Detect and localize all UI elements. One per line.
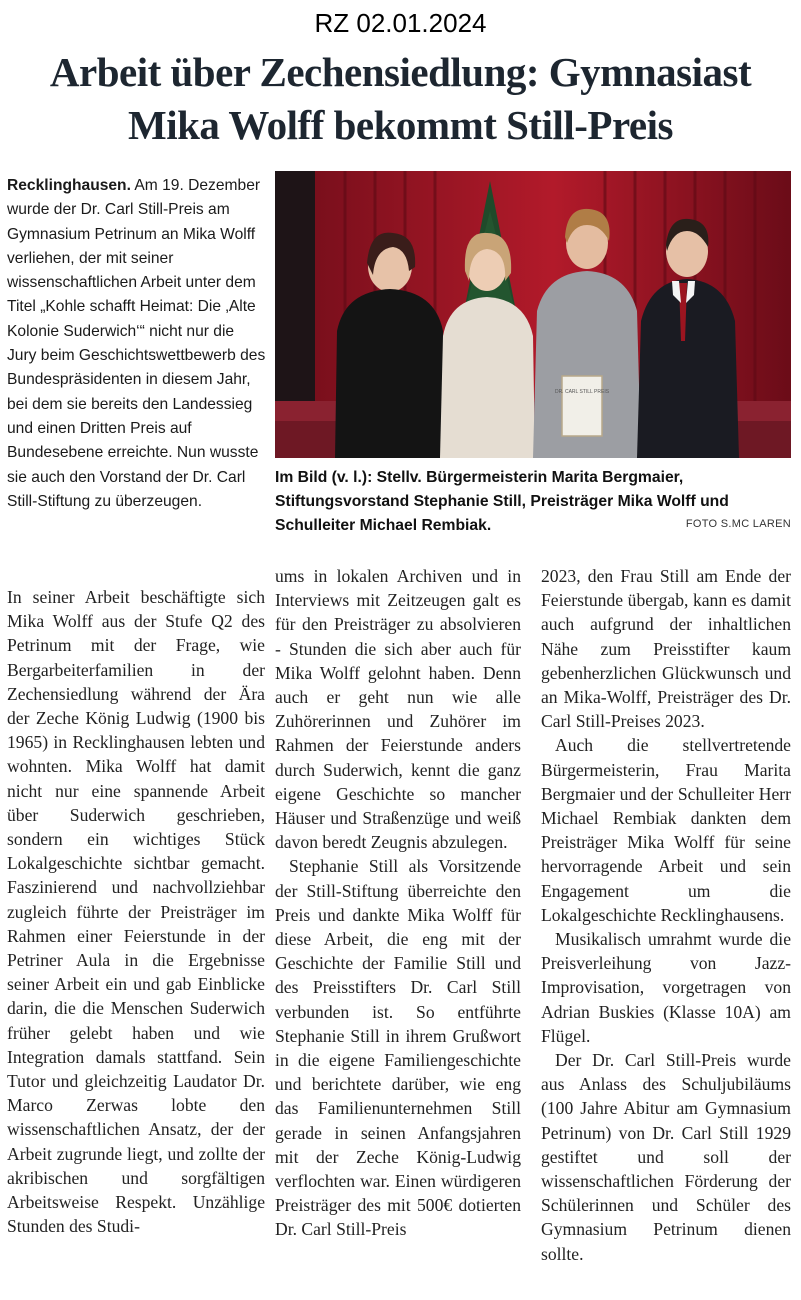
photo-caption: Im Bild (v. l.): Stellv. Bürgermeisterin Marita Bergmaier, Stiftungsvorstand Stephanie Still, Preisträger Mika Wolff und Schulleiter Michael Rembiak. bbox=[275, 469, 729, 534]
photo-credit: FOTO S.MC LAREN bbox=[685, 518, 791, 530]
headline-line-1: Arbeit über Zechensiedlung: Gymnasiast bbox=[49, 49, 752, 95]
certificate-heading: DR. CARL STILL PREIS bbox=[554, 389, 610, 395]
article-photo bbox=[275, 171, 791, 458]
headline-line-2: Mika Wolff bekommt Still-Preis bbox=[128, 102, 673, 148]
lead-place: Recklinghausen. bbox=[7, 177, 131, 194]
body-paragraph: Stephanie Still als Vorsitzende der Still-Stiftung überreichte den Preis und dankte Mika Wolff für diese Arbeit, die eng mit der Geschichte der Familie Still und des Preisstifters Dr. Carl Still verbunden ist. So entführte Stephanie Still in ihrem Grußwort in die eigene Familiengeschichte und berichtete darüber, wie eng das Familienunternehmen Still gerade in seinen Anfangsjahren mit der Zeche König-Ludwig verflochten war. Einen würdigeren Preisträger des mit 500€ dotierten Dr. Carl Still-Preis bbox=[275, 856, 521, 1240]
body-paragraph: Der Dr. Carl Still-Preis wurde aus Anlass des Schuljubiläums (100 Jahre Abitur am Gymnasium Petrinum) von Dr. Carl Still 1929 gestiftet und soll der wissenschaftlichen Förderung der Schülerinnen und Schüler des Gymnasium Petrinum dienen sollte. bbox=[541, 1050, 791, 1264]
headline bbox=[10, 46, 791, 152]
body-column-3 bbox=[541, 564, 791, 1266]
body-paragraph: Auch die stellvertretende Bürgermeisterin, Frau Marita Bergmaier und der Schulleiter Herr Michael Rembiak dankten dem Preisträger Mika Wolff für seine hervorragende Arbeit und sein Engagement um die Lokalgeschichte Recklinghausens. bbox=[541, 735, 791, 925]
body-paragraph: Musikalisch umrahmt wurde die Preisverleihung von Jazz-Improvisation, vorgetragen von Adrian Buskies (Klasse 10A) am Flügel. bbox=[541, 929, 791, 1046]
body-paragraph: 2023, den Frau Still am Ende der Feierstunde übergab, kann es damit auch aufgrund der inhaltlichen Nähe zum Preisstifter kaum gebenherzlichen Glückwunsch und an Mika-Wolff, Preisträger des Dr. Carl Still-Preises 2023. bbox=[541, 566, 791, 732]
body-column-1 bbox=[7, 585, 265, 1238]
body-column-2 bbox=[275, 564, 521, 1242]
photo-illustration bbox=[275, 171, 791, 458]
lead-text: Am 19. Dezember wurde der Dr. Carl Still-Preis am Gymnasium Petrinum an Mika Wolff verliehen, der mit seiner wissenschaftlichen Arbeit unter dem Titel „Kohle schafft Heimat: Die ‚Alte Kolonie Suderwich‘“ nicht nur die Jury beim Geschichtswettbewerb des Bundespräsidenten in diesem Jahr, bei dem sie bereits den Landessieg und einen Dritten Preis auf Bundesebene erreichte. Nun wusste sie auch den Vorstand der Dr. Carl Still-Stiftung zu überzeugen. bbox=[7, 177, 266, 510]
dateline: RZ 02.01.2024 bbox=[314, 8, 487, 38]
body-paragraph: In seiner Arbeit beschäftigte sich Mika Wolff aus der Stufe Q2 des Petrinum mit der Frage, wie Bergarbeiterfamilien in der Zechensiedlung während der Ära der Zeche König Ludwig (1900 bis 1965) in Recklinghausen lebten und wohnten. Mika Wolff hat damit nicht nur eine spannende Arbeit über Suderwich geschrieben, sondern ein wichtiges Stück Lokalgeschichte sichtbar gemacht. Faszinierend und nachvollziehbar zugleich führte der Preisträger im Rahmen einer Feierstunde in der Petriner Aula in die Ergebnisse seiner Arbeit ein und gab Einblicke darin, die die Menschen Suderwich früher gelebt haben und wie Integration damals stattfand. Sein Tutor und gleichzeitig Laudator Dr. Marco Zerwas lobte den wissenschaftlichen Ansatz, der der Arbeit zugrunde liegt, und zollte der akribischen und sorgfältigen Arbeitsweise Respekt. Unzählige Stunden des Studi- bbox=[7, 587, 265, 1237]
lead-paragraph bbox=[7, 174, 267, 514]
body-paragraph: ums in lokalen Archiven und in Interviews mit Zeitzeugen galt es für den Preisträger zu absolvieren - Stunden die sich aber auch für Mika Wolff gelohnt haben. Denn auch er geht nun wie alle Zuhörerinnen und Zuhörer im Rahmen der Feierstunde anders durch Suderwich, kennt die ganz eigene Geschichte so mancher Häuser und Straßenzüge und weiß davon beredt Zeugnis abzulegen. bbox=[275, 566, 521, 853]
